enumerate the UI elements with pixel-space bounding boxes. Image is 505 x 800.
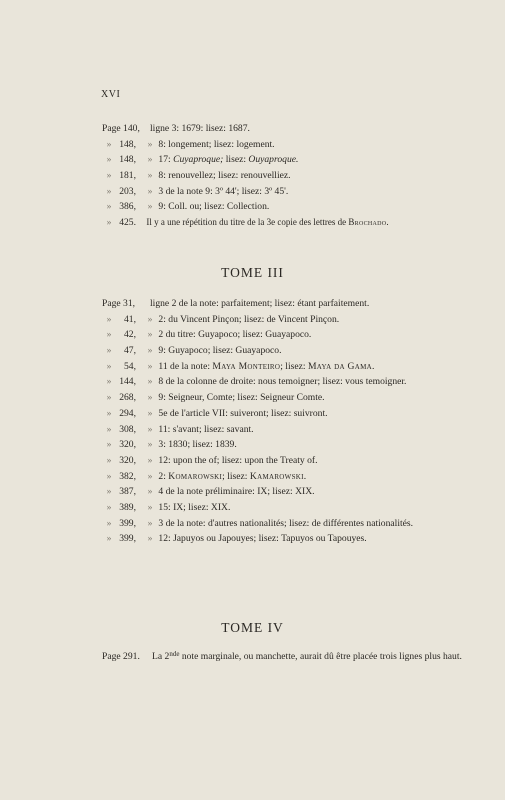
errata-line bbox=[102, 649, 462, 665]
page-ref: 320, bbox=[119, 454, 136, 466]
errata-block-1 bbox=[102, 121, 462, 231]
errata-text: 8: longement; lisez: logement. bbox=[158, 138, 275, 150]
page-ref: 399, bbox=[119, 533, 136, 545]
errata-line bbox=[102, 121, 462, 137]
errata-text: 17: Cuyaproque; lisez: Ouyaproque. bbox=[158, 154, 299, 166]
ditto-mark: » bbox=[147, 470, 153, 482]
ditto-mark: » bbox=[147, 533, 153, 545]
page-ref: 382, bbox=[119, 470, 136, 482]
ditto-mark: » bbox=[147, 454, 153, 466]
ditto-mark: » bbox=[147, 392, 153, 404]
ditto-mark: » bbox=[147, 517, 153, 529]
ditto-mark: » bbox=[147, 501, 153, 513]
errata-block-tome-iii bbox=[102, 296, 462, 547]
ditto-mark: » bbox=[147, 329, 153, 341]
errata-line: » 425. Il y a une répétition du titre de la 3e copie des lettres de Brochado. bbox=[102, 215, 462, 231]
errata-text: 5e de l'article VII: suiveront; lisez: suivront. bbox=[158, 407, 328, 419]
ditto-mark: » bbox=[147, 439, 153, 451]
errata-line: » 320, » 3: 1830; lisez: 1839. bbox=[102, 437, 462, 453]
errata-text: 11 de la note: Maya Monteiro; lisez: Maya da Gama. bbox=[158, 360, 375, 372]
page-ref: 47, bbox=[124, 345, 136, 357]
errata-line: » 148, » 17: Cuyaproque; lisez: Ouyaproque. bbox=[102, 152, 462, 168]
page-ref: 203, bbox=[119, 185, 136, 197]
ditto-mark: » bbox=[147, 185, 153, 197]
page-ref: 148, bbox=[119, 138, 136, 150]
page-ref: 294, bbox=[119, 407, 136, 419]
page-ref: 308, bbox=[119, 423, 136, 435]
errata-text: 2: Komarowski; lisez: Kamarowski. bbox=[158, 470, 307, 482]
page-ref: 399, bbox=[119, 517, 136, 529]
page-ref: Page 140, bbox=[102, 123, 140, 134]
page-ref: Page 291. bbox=[102, 651, 140, 662]
errata-text: 2 du titre: Guyapoco; lisez: Guayapoco. bbox=[158, 329, 312, 341]
page-number: XVI bbox=[101, 89, 121, 100]
errata-line: » 41, » 2: du Vincent Pinçon; lisez: de Vincent Pinçon. bbox=[102, 312, 462, 328]
errata-line: » 382, » 2: Komarowski; lisez: Kamarowski. bbox=[102, 469, 462, 485]
errata-line: » 42, » 2 du titre: Guyapoco; lisez: Guayapoco. bbox=[102, 327, 462, 343]
errata-line: » 389, » 15: IX; lisez: XIX. bbox=[102, 500, 462, 516]
errata-text: 15: IX; lisez: XIX. bbox=[158, 501, 231, 513]
page-ref: 386, bbox=[119, 201, 136, 213]
ditto-mark: » bbox=[147, 170, 153, 182]
ditto-mark: » bbox=[147, 486, 153, 498]
errata-text: 12: upon the of; lisez: upon the Treaty of. bbox=[158, 454, 318, 466]
errata-line: » 47, » 9: Guyapoco; lisez: Guayapoco. bbox=[102, 343, 462, 359]
errata-line: » 308, » 11: s'avant; lisez: savant. bbox=[102, 422, 462, 438]
errata-line: » 144, » 8 de la colonne de droite: nous temoigner; lisez: vous temoigner. bbox=[102, 374, 462, 390]
ditto-mark: » bbox=[147, 376, 153, 388]
errata-line: » 399, » 3 de la note: d'autres nationalités; lisez: de différentes nationalités. bbox=[102, 516, 462, 532]
ditto-mark: » bbox=[147, 423, 153, 435]
errata-text: 8 de la colonne de droite: nous temoigner; lisez: vous temoigner. bbox=[158, 376, 407, 388]
page-ref: 387, bbox=[119, 486, 136, 498]
errata-text: 4 de la note préliminaire: IX; lisez: XIX. bbox=[158, 486, 315, 498]
ditto-mark: » bbox=[147, 138, 153, 150]
errata-line: » 54, » 11 de la note: Maya Monteiro; lisez: Maya da Gama. bbox=[102, 359, 462, 375]
errata-line: » 399, » 12: Japuyos ou Japouyes; lisez: Tapuyos ou Tapouyes. bbox=[102, 531, 462, 547]
ditto-mark: » bbox=[147, 407, 153, 419]
page-ref: 41, bbox=[124, 313, 136, 325]
errata-text: Il y a une répétition du titre de la 3e copie des lettres de Brochado. bbox=[146, 217, 389, 228]
errata-text: 9: Coll. ou; lisez: Collection. bbox=[158, 201, 270, 213]
errata-text: 3 de la note 9: 3º 44'; lisez: 3º 45'. bbox=[158, 185, 289, 197]
page-ref: 144, bbox=[119, 376, 136, 388]
page-ref: 148, bbox=[119, 154, 136, 166]
page-ref: 54, bbox=[124, 360, 136, 372]
errata-text: 11: s'avant; lisez: savant. bbox=[158, 423, 254, 435]
tome-iv-heading: TOME IV bbox=[221, 620, 284, 635]
page-ref: 268, bbox=[119, 392, 136, 404]
errata-text: ligne 3: 1679: lisez: 1687. bbox=[150, 123, 250, 134]
page-ref: 42, bbox=[124, 329, 136, 341]
errata-line: » 181, » 8: renouvellez; lisez: renouvelliez. bbox=[102, 168, 462, 184]
errata-line: » 294, » 5e de l'article VII: suiveront; lisez: suivront. bbox=[102, 406, 462, 422]
errata-line: » 148, » 8: longement; lisez: logement. bbox=[102, 137, 462, 153]
errata-text: 3: 1830; lisez: 1839. bbox=[158, 439, 237, 451]
errata-line: » 386, » 9: Coll. ou; lisez: Collection. bbox=[102, 199, 462, 215]
errata-text: 2: du Vincent Pinçon; lisez: de Vincent Pinçon. bbox=[158, 313, 340, 325]
errata-text: 12: Japuyos ou Japouyes; lisez: Tapuyos ou Tapouyes. bbox=[158, 533, 367, 545]
page-ref: 389, bbox=[119, 501, 136, 513]
ditto-mark: » bbox=[147, 360, 153, 372]
errata-line: » 387, » 4 de la note préliminaire: IX; lisez: XIX. bbox=[102, 484, 462, 500]
errata-line: » 320, » 12: upon the of; lisez: upon the Treaty of. bbox=[102, 453, 462, 469]
page-ref: 320, bbox=[119, 439, 136, 451]
tome-iii-heading: TOME III bbox=[221, 265, 284, 280]
errata-text: La 2nde note marginale, ou manchette, aurait dû être placée trois lignes plus haut. bbox=[152, 650, 462, 662]
errata-line bbox=[102, 296, 462, 312]
errata-text: 9: Seigneur, Comte; lisez: Seigneur Comte. bbox=[158, 392, 325, 404]
ditto-mark: » bbox=[147, 345, 153, 357]
page-ref: 181, bbox=[119, 170, 136, 182]
errata-text: 8: renouvellez; lisez: renouvelliez. bbox=[158, 170, 291, 182]
ditto-mark: » bbox=[147, 201, 153, 213]
page-ref: Page 31, bbox=[102, 298, 136, 309]
errata-text: 3 de la note: d'autres nationalités; lisez: de différentes nationalités. bbox=[158, 517, 414, 529]
errata-text: ligne 2 de la note: parfaitement; lisez: étant parfaitement. bbox=[150, 298, 370, 309]
errata-block-tome-iv bbox=[102, 649, 462, 665]
errata-text: 9: Guyapoco; lisez: Guayapoco. bbox=[158, 345, 282, 357]
errata-line: » 268, » 9: Seigneur, Comte; lisez: Seigneur Comte. bbox=[102, 390, 462, 406]
errata-line: » 203, » 3 de la note 9: 3º 44'; lisez: 3º 45'. bbox=[102, 184, 462, 200]
ditto-mark: » bbox=[147, 154, 153, 166]
ditto-mark: » bbox=[147, 313, 153, 325]
page-ref: 425. bbox=[119, 217, 136, 229]
